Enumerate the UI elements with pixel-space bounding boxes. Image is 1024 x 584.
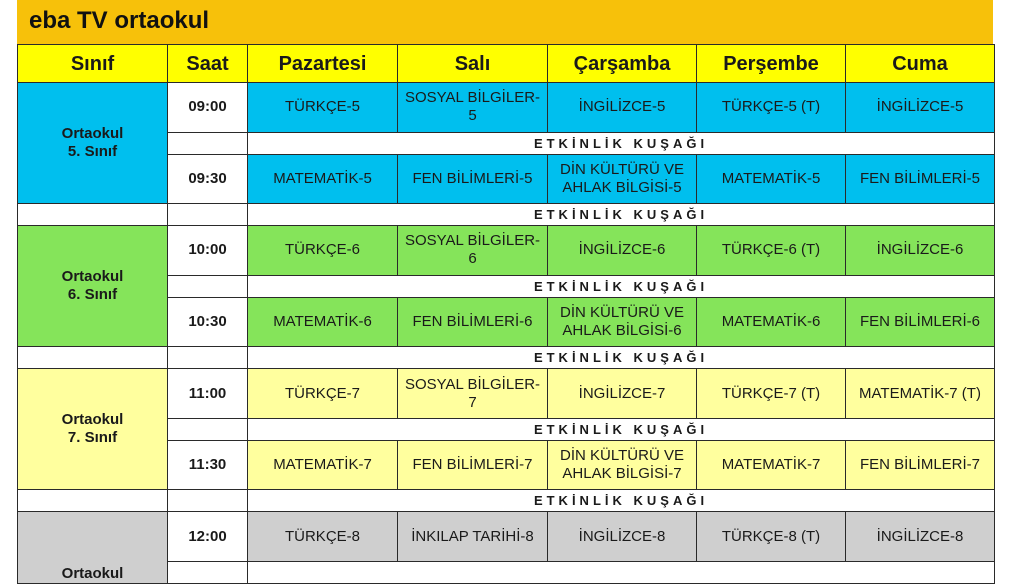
- lesson-cell: TÜRKÇE-7 (T): [697, 369, 846, 418]
- band-gap: [18, 347, 168, 369]
- time-cell: 11:30: [168, 440, 248, 489]
- lesson-cell: MATEMATİK-6: [248, 297, 398, 346]
- activity-band-row: [18, 347, 995, 369]
- lesson-cell: TÜRKÇE-8: [248, 512, 398, 561]
- lesson-cell: DİN KÜLTÜRÜ VE AHLAK BİLGİSİ-6: [548, 297, 697, 346]
- time-cell: 10:30: [168, 297, 248, 346]
- lesson-cell: MATEMATİK-5: [697, 154, 846, 203]
- band-gap: [168, 132, 248, 154]
- lesson-cell: FEN BİLİMLERİ-5: [398, 154, 548, 203]
- time-cell: 10:00: [168, 226, 248, 275]
- activity-band-row: [18, 490, 995, 512]
- lesson-cell: İNGİLİZCE-7: [548, 369, 697, 418]
- lesson-cell: FEN BİLİMLERİ-7: [846, 440, 995, 489]
- band-gap: [168, 275, 248, 297]
- lesson-cell: MATEMATİK-5: [248, 154, 398, 203]
- activity-band-row: [18, 204, 995, 226]
- header-cell: Cuma: [846, 45, 995, 83]
- lesson-cell: MATEMATİK-7 (T): [846, 369, 995, 418]
- header-cell: Çarşamba: [548, 45, 697, 83]
- header-cell: Sınıf: [18, 45, 168, 83]
- activity-band: ETKİNLİK KUŞAĞI: [248, 132, 995, 154]
- title-bar: [17, 0, 993, 44]
- time-cell: 11:00: [168, 369, 248, 418]
- lesson-cell: İNGİLİZCE-5: [548, 83, 697, 132]
- lesson-cell: SOSYAL BİLGİLER- 6: [398, 226, 548, 275]
- band-gap: [168, 204, 248, 226]
- schedule-table: [17, 44, 995, 584]
- grade-label: Ortaokul 6. Sınıf: [18, 226, 168, 347]
- grade-label: Ortaokul 7. Sınıf: [18, 369, 168, 490]
- activity-band: ETKİNLİK KUŞAĞI: [248, 490, 995, 512]
- page-title: eba TV ortaokul: [29, 7, 210, 34]
- band-gap: [18, 204, 168, 226]
- lesson-cell: TÜRKÇE-6: [248, 226, 398, 275]
- lesson-cell: FEN BİLİMLERİ-5: [846, 154, 995, 203]
- band-gap: [168, 418, 248, 440]
- time-cell: 12:00: [168, 512, 248, 561]
- grade-label: Ortaokul: [18, 512, 168, 584]
- lesson-cell: FEN BİLİMLERİ-7: [398, 440, 548, 489]
- activity-band: ETKİNLİK KUŞAĞI: [248, 275, 995, 297]
- lesson-cell: İNGİLİZCE-5: [846, 83, 995, 132]
- lesson-cell: İNGİLİZCE-6: [846, 226, 995, 275]
- header-row: [18, 45, 995, 83]
- grade-label: Ortaokul 5. Sınıf: [18, 83, 168, 204]
- lesson-cell: İNGİLİZCE-8: [846, 512, 995, 561]
- lesson-cell: FEN BİLİMLERİ-6: [846, 297, 995, 346]
- lesson-cell: TÜRKÇE-5: [248, 83, 398, 132]
- header-cell: Salı: [398, 45, 548, 83]
- band-gap: [168, 490, 248, 512]
- lesson-cell: DİN KÜLTÜRÜ VE AHLAK BİLGİSİ-5: [548, 154, 697, 203]
- lesson-cell: SOSYAL BİLGİLER- 5: [398, 83, 548, 132]
- lesson-cell: TÜRKÇE-7: [248, 369, 398, 418]
- lesson-cell: MATEMATİK-6: [697, 297, 846, 346]
- lesson-cell: MATEMATİK-7: [697, 440, 846, 489]
- band-gap: [18, 490, 168, 512]
- band-gap: [168, 347, 248, 369]
- lesson-cell: TÜRKÇE-6 (T): [697, 226, 846, 275]
- lesson-cell: İNGİLİZCE-8: [548, 512, 697, 561]
- activity-band: ETKİNLİK KUŞAĞI: [248, 418, 995, 440]
- lesson-cell: MATEMATİK-7: [248, 440, 398, 489]
- table-row: [18, 83, 995, 132]
- lesson-cell: TÜRKÇE-5 (T): [697, 83, 846, 132]
- band-gap: [168, 561, 248, 583]
- band-gap: [248, 561, 995, 583]
- lesson-cell: SOSYAL BİLGİLER- 7: [398, 369, 548, 418]
- time-cell: 09:30: [168, 154, 248, 203]
- lesson-cell: TÜRKÇE-8 (T): [697, 512, 846, 561]
- lesson-cell: İNKILAP TARİHİ-8: [398, 512, 548, 561]
- time-cell: 09:00: [168, 83, 248, 132]
- table-row: [18, 512, 995, 561]
- activity-band: ETKİNLİK KUŞAĞI: [248, 347, 995, 369]
- header-cell: Saat: [168, 45, 248, 83]
- lesson-cell: FEN BİLİMLERİ-6: [398, 297, 548, 346]
- header-cell: Pazartesi: [248, 45, 398, 83]
- table-row: [18, 226, 995, 275]
- lesson-cell: DİN KÜLTÜRÜ VE AHLAK BİLGİSİ-7: [548, 440, 697, 489]
- header-cell: Perşembe: [697, 45, 846, 83]
- table-row: [18, 369, 995, 418]
- lesson-cell: İNGİLİZCE-6: [548, 226, 697, 275]
- activity-band: ETKİNLİK KUŞAĞI: [248, 204, 995, 226]
